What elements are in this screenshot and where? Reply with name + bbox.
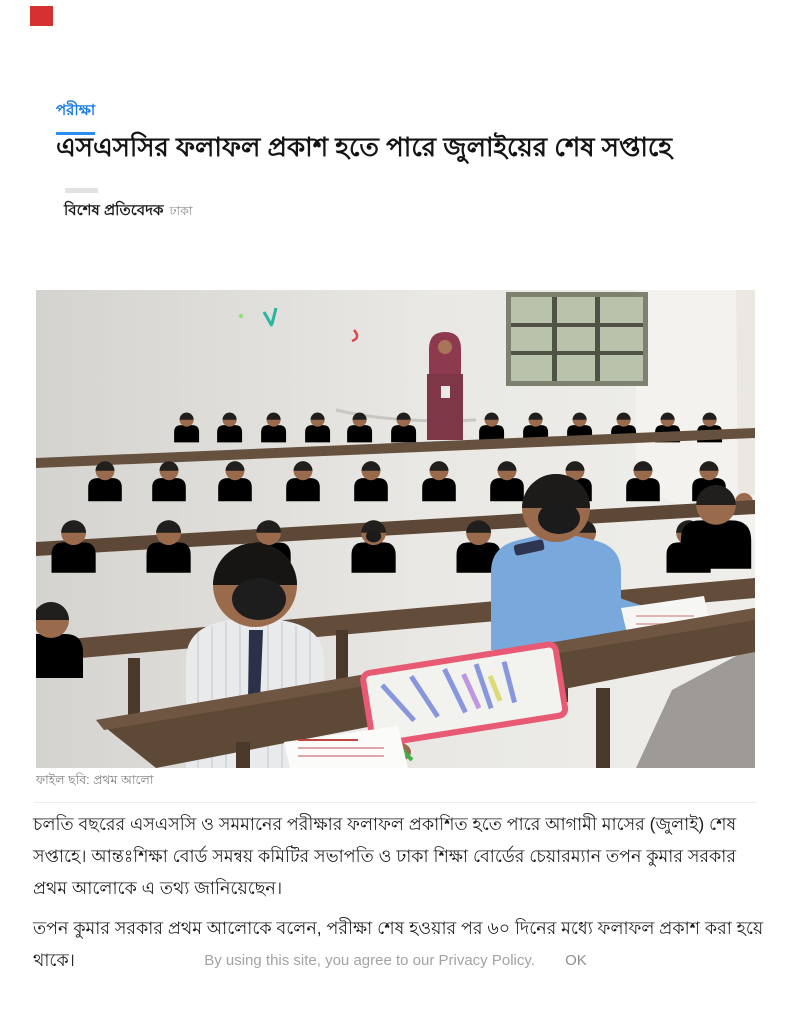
article-paragraph: চলতি বছরের এসএসসি ও সমমানের পরীক্ষার ফলাফল প্রকাশিত হতে পারে আগামী মাসের (জুলাই) শেষ সপ্তাহে। আন্তঃশিক্ষা বোর্ড সমন্বয় কমিটির সভাপতি ও ঢাকা শিক্ষা বোর্ডের চেয়ারম্যান তপন কুমার সরকার প্রথম আলোকে এ তথ্য জানিয়েছেন। [33, 814, 737, 898]
corner-marker [30, 6, 53, 26]
cookie-message: By using this site, you agree to our [204, 952, 439, 969]
cookie-ok-button[interactable]: OK [565, 952, 587, 969]
teacher-right-edge [735, 290, 755, 511]
author-name: বিশেষ প্রতিবেদক [64, 202, 164, 219]
byline [64, 199, 193, 224]
cookie-notice [0, 952, 791, 969]
invigilator-hijab [427, 332, 463, 440]
section-divider [34, 802, 756, 803]
article-photo [36, 290, 755, 768]
classroom-exam-illustration [36, 290, 755, 768]
article-headline: এসএসসির ফলাফল প্রকাশ হতে পারে জুলাইয়ের শেষ সপ্তাহে [56, 132, 672, 162]
photo-caption: ফাইল ছবি: প্রথম আলো [36, 773, 154, 787]
category-link[interactable]: পরীক্ষা [56, 99, 95, 135]
dateline: ঢাকা [169, 204, 193, 218]
privacy-policy-link[interactable]: Privacy Policy. [438, 952, 535, 969]
barred-window [506, 292, 648, 386]
article-paragraph: তপন কুমার সরকার প্রথম আলোকে বলেন, পরীক্ষা শেষ হওয়ার পর ৬০ দিনের মধ্যে ফলাফল প্রকাশ করা হয়ে থাকে। [33, 918, 764, 970]
author-divider-bar [65, 188, 98, 193]
